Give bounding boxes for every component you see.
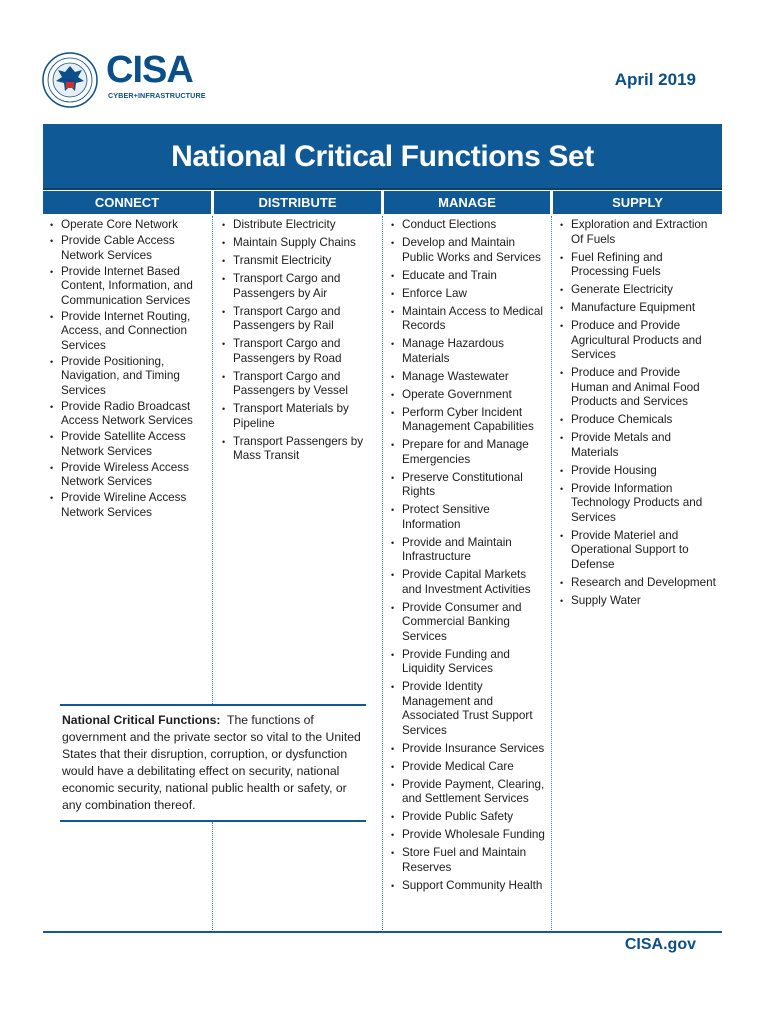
column-header-supply: SUPPLY [553,191,722,214]
list-item: • Provide Metals and Materials [558,431,718,460]
column-divider [212,822,213,930]
definition-box [60,704,366,822]
column-distribute [220,218,378,467]
definition-text: The functions of government and the private sector so vital to the United States that their disruption, corruption, or dysfunction would have a debilitating effect on security, national economic security, national public health or safety, or any combination thereof. [62,713,361,812]
list-item: • Research and Development [558,576,718,591]
list-item: • Maintain Supply Chains [220,236,378,251]
list-item: • Maintain Access to Medical Records [389,305,547,334]
page-title: National Critical Functions Set [171,140,594,173]
list-item: • Transport Materials by Pipeline [220,402,378,431]
list-item: • Supply Water [558,594,718,609]
list-item: • Transport Cargo and Passengers by Rail [220,305,378,334]
list-item: • Transport Cargo and Passengers by Road [220,337,378,366]
list-item: • Support Community Health [389,879,547,894]
list-item: • Transport Cargo and Passengers by Vessel [220,370,378,399]
list-item: • Manage Wastewater [389,370,547,385]
column-manage [389,218,547,897]
definition-paragraph [60,706,366,814]
list-item: • Provide Wireless Access Network Services [48,461,208,490]
list-item: • Provide Materiel and Operational Support to Defense [558,529,718,573]
list-item: • Provide Funding and Liquidity Services [389,648,547,677]
list-item: • Produce and Provide Human and Animal Food Products and Services [558,366,718,410]
column-connect [48,218,208,522]
column-header-connect: CONNECT [43,191,211,214]
list-item: • Fuel Refining and Processing Fuels [558,251,718,280]
list-item: • Exploration and Extraction Of Fuels [558,218,718,247]
column-divider [212,216,213,704]
function-list [48,218,208,520]
column-divider [551,216,552,930]
list-item: • Prepare for and Manage Emergencies [389,438,547,467]
footer-link[interactable]: CISA.gov [624,936,696,953]
list-item: • Provide Radio Broadcast Access Network Services [48,400,208,429]
list-item: • Develop and Maintain Public Works and Services [389,236,547,265]
footer-divider [43,931,722,933]
list-item: • Provide Public Safety [389,810,547,825]
list-item: • Provide Capital Markets and Investment Activities [389,568,547,597]
list-item: • Provide and Maintain Infrastructure [389,536,547,565]
list-item: • Store Fuel and Maintain Reserves [389,846,547,875]
title-banner [43,124,722,190]
page-header [42,48,722,108]
column-header-distribute: DISTRIBUTE [214,191,381,214]
list-item: • Enforce Law [389,287,547,302]
agency-tagline: CYBER+INFRASTRUCTURE [108,91,206,100]
column-header-manage: MANAGE [384,191,550,214]
list-item: • Provide Insurance Services [389,742,547,757]
list-item: • Provide Wholesale Funding [389,828,547,843]
column-divider [382,216,383,930]
list-item: • Educate and Train [389,269,547,284]
list-item: • Provide Wireline Access Network Services [48,491,208,520]
list-item: • Provide Identity Management and Associated Trust Support Services [389,680,547,738]
list-item: • Distribute Electricity [220,218,378,233]
list-item: • Provide Payment, Clearing, and Settlement Services [389,778,547,807]
list-item: • Generate Electricity [558,283,718,298]
list-item: • Provide Consumer and Commercial Banking Services [389,601,547,645]
definition-term: National Critical Functions: [62,713,221,727]
list-item: • Conduct Elections [389,218,547,233]
list-item: • Transport Cargo and Passengers by Air [220,272,378,301]
list-item: • Manufacture Equipment [558,301,718,316]
dhs-seal-icon [42,52,98,108]
column-supply [558,218,718,612]
list-item: • Produce and Provide Agricultural Products and Services [558,319,718,363]
function-list [558,218,718,608]
list-item: • Protect Sensitive Information [389,503,547,532]
publication-date: April 2019 [614,70,696,89]
list-item: • Transport Passengers by Mass Transit [220,435,378,464]
list-item: • Provide Medical Care [389,760,547,775]
list-item: • Provide Information Technology Products and Services [558,482,718,526]
list-item: • Provide Internet Based Content, Information, and Communication Services [48,265,208,309]
list-item: • Provide Positioning, Navigation, and Timing Services [48,355,208,399]
agency-name: CISA [106,49,193,91]
list-item: • Manage Hazardous Materials [389,337,547,366]
list-item: • Operate Government [389,388,547,403]
list-item: • Provide Housing [558,464,718,479]
list-item: • Preserve Constitutional Rights [389,471,547,500]
list-item: • Provide Cable Access Network Services [48,234,208,263]
list-item: • Produce Chemicals [558,413,718,428]
list-item: • Transmit Electricity [220,254,378,269]
list-item: • Operate Core Network [48,218,208,233]
list-item: • Provide Satellite Access Network Services [48,430,208,459]
function-list [220,218,378,464]
function-list [389,218,547,893]
list-item: • Provide Internet Routing, Access, and Connection Services [48,310,208,354]
list-item: • Perform Cyber Incident Management Capabilities [389,406,547,435]
